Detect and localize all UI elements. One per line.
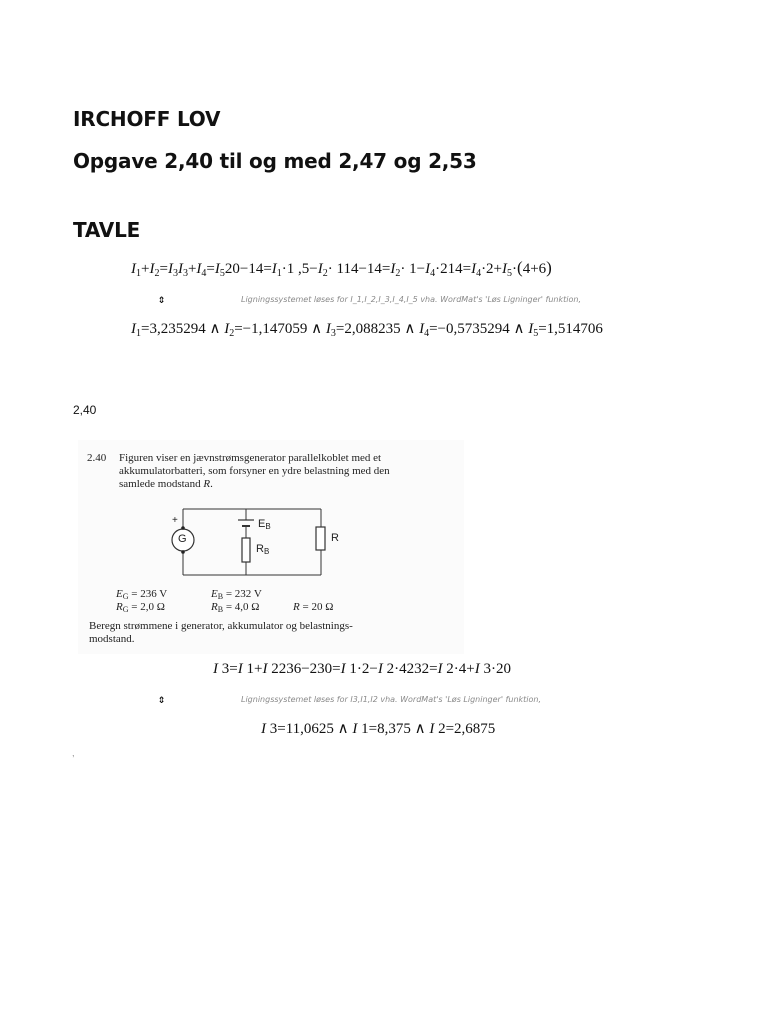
equation-system-2-40: I 3=I 1+I 2236−230=I 1·2−I 2·4232=I 2·4+I 3·20 <box>213 661 512 677</box>
plus-sign: + <box>172 515 178 526</box>
heading-opgave: Opgave 2,40 til og med 2,47 og 2,53 <box>73 149 477 173</box>
textbook-exercise-image <box>78 440 464 654</box>
section-label-2-40: 2,40 <box>73 403 97 417</box>
resistor-r <box>316 527 325 550</box>
exercise-number: 2.40 <box>87 452 107 464</box>
heading-kirchhoff: IRCHOFF LOV <box>73 107 221 131</box>
value-rg: $R_G = 2,0$ Ω <box>116 601 165 614</box>
value-rb: $R_B = 4,0$ Ω <box>211 601 260 614</box>
battery-emf-label: $E_B$ <box>258 518 271 531</box>
exercise-text-line1: Figuren viser en jævnstrømsgenerator parallelkoblet med et <box>119 452 382 464</box>
battery-resistance-label: $R_B$ <box>256 543 270 556</box>
value-r: R = 20 Ω <box>293 601 334 613</box>
equivalence-arrow-icon: ⇕ <box>158 292 166 306</box>
load-resistance-label: R <box>331 532 339 544</box>
wordmat-note: Ligningssystemet løses for I_1,I_2,I_3,I_4,I_5 vha. WordMat's 'Løs Ligninger' funktion, <box>241 295 581 304</box>
value-eg: $E_G = 236$ V <box>116 588 168 601</box>
stray-comma: , <box>72 748 75 758</box>
question-line1: Beregn strømmene i generator, akkumulator og belastnings- <box>89 620 353 632</box>
wordmat-note-2: Ligningssystemet løses for I3,I1,I2 vha. WordMat's 'Løs Ligninger' funktion, <box>241 695 542 704</box>
value-eb: $E_B = 232$ V <box>211 588 262 601</box>
resistor-rb <box>242 538 250 562</box>
solution-2-40: I 3=11,0625 ∧ I 1=8,375 ∧ I 2=2,6875 <box>261 721 496 737</box>
tavle-solution: $I_1=3,235294$ ∧ $I_2=-1,147059$ ∧ $I_3=2,088235$ ∧ $I_4=-0,5735294$ ∧ $I_5=1,514706$ <box>131 321 603 339</box>
tavle-equation-system: $I_1+I_2=I_3I_3+I_4=I_520-14=I_1\cdot 1$ $,5-I_2\cdot 114-14=I_2\cdot 1-I_4\cdot 214=I_4\cdot 2+I_5\cdot(4+6)$ <box>131 258 552 279</box>
generator-label: G <box>178 533 187 545</box>
exercise-text-line2: akkumulatorbatteri, som forsyner en ydre belastning med den <box>119 465 390 477</box>
equivalence-arrow-2-icon: ⇕ <box>158 692 166 706</box>
heading-tavle: TAVLE <box>73 218 141 242</box>
exercise-text-line3: samlede modstand R. <box>119 478 213 490</box>
question-line2: modstand. <box>89 633 135 645</box>
